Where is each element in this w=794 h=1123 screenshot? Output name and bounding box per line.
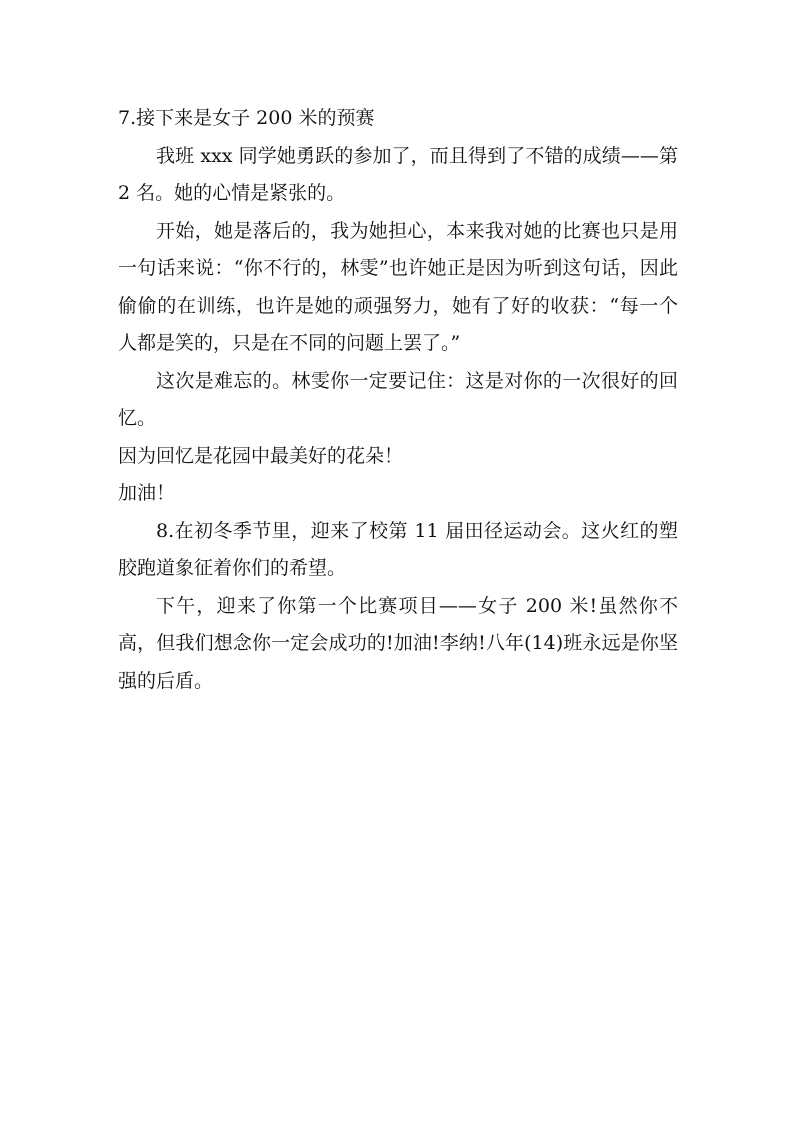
paragraph-flower: 因为回忆是花园中最美好的花朵！ xyxy=(118,444,404,467)
paragraph-afternoon: 下午，迎来了你第一个比赛项目——女子 200 米!虽然你不高，但我们想念你一定会成功的!加油!李纳!八年(14)班永远是你坚强的后盾。 xyxy=(118,594,678,692)
paragraph-heading-7: 7.接下来是女子 200 米的预赛 xyxy=(118,107,375,129)
paragraph-cheer: 加油！ xyxy=(118,482,176,504)
paragraph-result: 我班 xxx 同学她勇跃的参加了，而且得到了不错的成绩——第 2 名。她的心情是紧张的。 xyxy=(118,144,678,204)
paragraph-memory: 这次是难忘的。林雯你一定要记住：这是对你的一次很好的回忆。 xyxy=(118,369,678,429)
paragraph-heading-8: 8.在初冬季节里，迎来了校第 11 届田径运动会。这火红的塑胶跑道象征着你们的希望。 xyxy=(118,519,678,579)
paragraph-story: 开始，她是落后的，我为她担心，本来我对她的比赛也只是用一句话来说：“你不行的，林雯”也许她正是因为听到这句话，因此偷偷的在训练，也许是她的顽强努力，她有了好的收获：“每一个人都是笑的，只是在不同的问题上罢了。” xyxy=(118,219,678,354)
document-body xyxy=(118,100,678,700)
